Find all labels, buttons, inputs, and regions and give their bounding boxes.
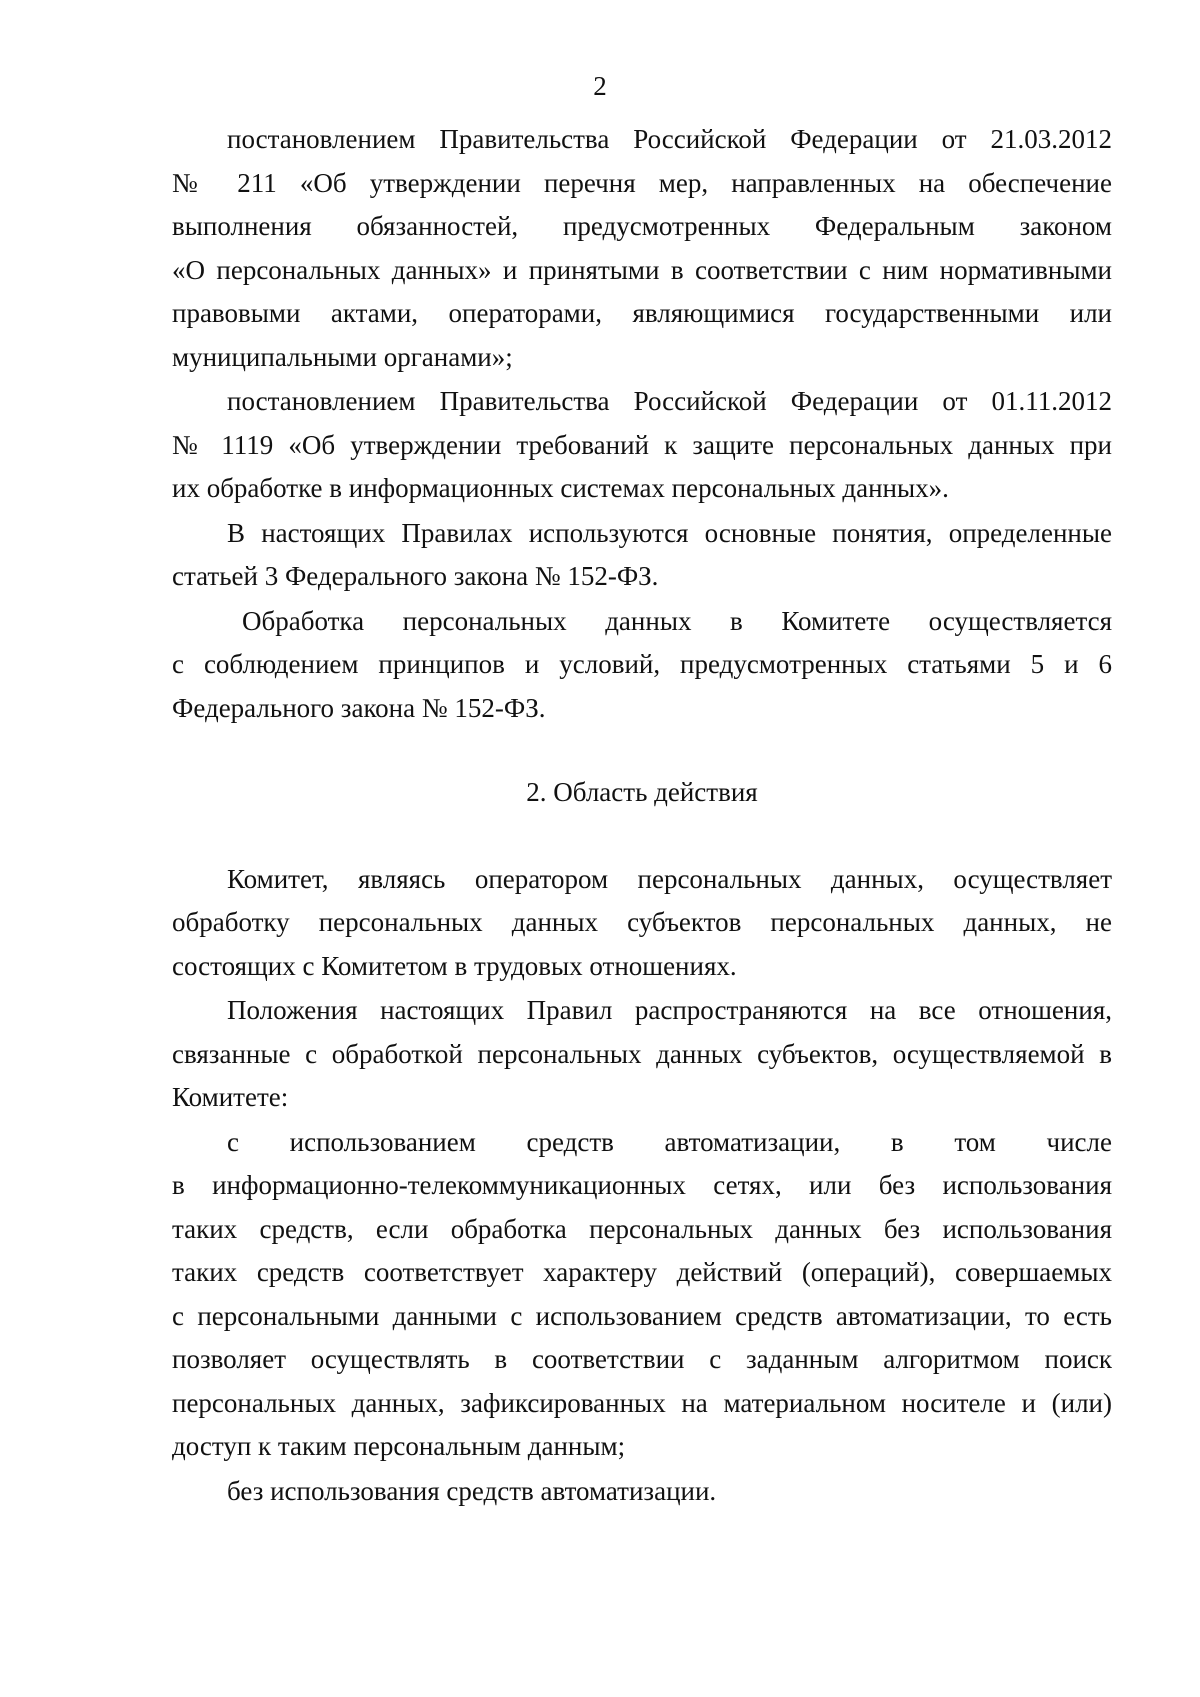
text-line: их обработке в информационных системах персональных данных».: [172, 473, 949, 503]
text-line: № 211 «Об утверждении перечня мер, направленных на обеспечение: [172, 167, 1112, 198]
section-heading: 2. Область действия: [526, 777, 758, 807]
text-line: состоящих с Комитетом в трудовых отношениях.: [172, 950, 737, 981]
text-line: без использования средств автоматизации.: [227, 1475, 717, 1506]
text-line: таких средств соответствует характеру действий (операций), совершаемых: [172, 1257, 1112, 1287]
text-line: № 1119 «Об утверждении требований к защите персональных данных при: [172, 429, 1112, 460]
paragraph-non-automated-processing: [172, 1470, 1112, 1514]
text-line: В настоящих Правилах используются основные понятия, определенные: [227, 517, 1112, 548]
text-line: постановлением Правительства Российской Федерации от 01.11.2012: [227, 386, 1112, 416]
text-line: связанные с обработкой персональных данных субъектов, осуществляемой в: [172, 1038, 1112, 1069]
text-line: Федерального закона № 152-ФЗ.: [172, 692, 546, 723]
paragraph-automated-processing: [172, 1121, 1112, 1469]
document-body: [172, 118, 1112, 1513]
paragraph-decree-1119: [172, 380, 1112, 511]
paragraph-decree-211: [172, 118, 1112, 379]
text-line: обработку персональных данных субъектов персональных данных, не: [172, 907, 1112, 937]
text-line: выполнения обязанностей, предусмотренных Федеральным законом: [172, 211, 1112, 241]
text-line: Комитете:: [172, 1082, 289, 1112]
text-line: Комитет, являясь оператором персональных данных, осуществляет: [227, 863, 1112, 894]
text-line: в информационно-телекоммуникационных сетях, или без использования: [172, 1170, 1112, 1200]
text-line: доступ к таким персональным данным;: [172, 1431, 626, 1461]
text-line: постановлением Правительства Российской Федерации от 21.03.2012: [227, 124, 1112, 154]
text-line: с персональными данными с использованием средств автоматизации, то есть: [172, 1300, 1112, 1331]
paragraph-definitions: [172, 512, 1112, 599]
paragraph-scope: [172, 989, 1112, 1120]
text-line: Обработка персональных данных в Комитете осуществляется: [242, 605, 1112, 636]
text-line: правовыми актами, операторами, являющимися государственными или: [172, 298, 1112, 328]
text-line: Положения настоящих Правил распространяются на все отношения,: [227, 995, 1112, 1025]
text-line: с соблюдением принципов и условий, предусмотренных статьями 5 и 6: [172, 649, 1112, 679]
text-line: с использованием средств автоматизации, в том числе: [227, 1126, 1112, 1157]
paragraph-committee-operator: [172, 858, 1112, 989]
text-line: позволяет осуществлять в соответствии с заданным алгоритмом поиск: [172, 1344, 1112, 1374]
text-line: персональных данных, зафиксированных на материальном носителе и (или): [172, 1387, 1112, 1418]
text-line: «О персональных данных» и принятыми в соответствии с ним нормативными: [172, 254, 1112, 285]
paragraph-processing-principles: [172, 600, 1112, 731]
text-line: муниципальными органами»;: [172, 341, 513, 372]
text-line: таких средств, если обработка персональных данных без использования: [172, 1213, 1112, 1244]
page-number: 2: [593, 71, 607, 101]
text-line: статьей 3 Федерального закона № 152-ФЗ.: [172, 561, 659, 591]
